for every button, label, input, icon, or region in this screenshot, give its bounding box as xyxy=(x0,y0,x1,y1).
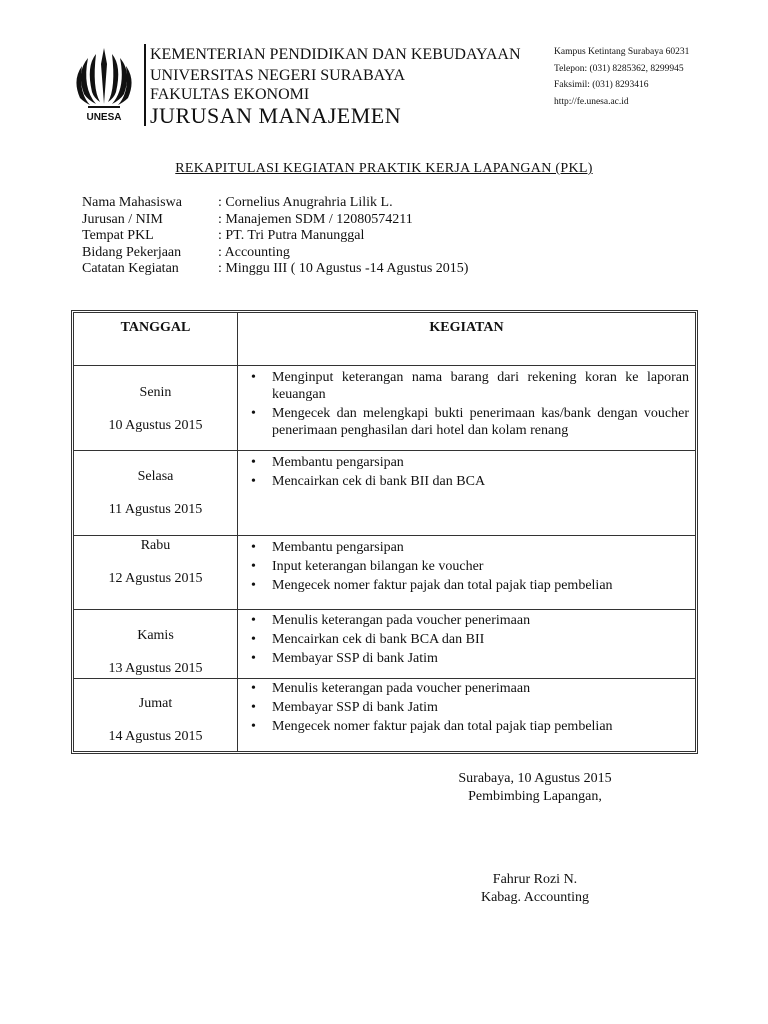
contact-phone: Telepon: (031) 8285362, 8299945 xyxy=(554,64,684,74)
row-date: 12 Agustus 2015 xyxy=(108,571,203,586)
activity-list xyxy=(249,680,689,737)
header-activity: KEGIATAN xyxy=(429,320,504,335)
signature-name: Fahrur Rozi N. xyxy=(492,872,578,887)
info-value: : Accounting xyxy=(218,244,290,260)
contact-address: Kampus Ketintang Surabaya 60231 xyxy=(554,47,690,57)
list-item: • Mengecek nomer faktur pajak dan total pajak tiap pembelian xyxy=(249,577,689,594)
row-date: 14 Agustus 2015 xyxy=(108,729,203,744)
list-item: • Mencairkan cek di bank BCA dan BII xyxy=(249,631,689,648)
signature-place-date: Surabaya, 10 Agustus 2015 xyxy=(458,771,612,786)
row-divider xyxy=(74,450,695,451)
info-label: Catatan Kegiatan xyxy=(82,261,179,276)
signature-position: Kabag. Accounting xyxy=(480,890,590,905)
info-row xyxy=(82,228,468,245)
faculty-name: FAKULTAS EKONOMI xyxy=(150,86,310,103)
letterhead-divider xyxy=(144,44,146,126)
logo-text: UNESA xyxy=(86,112,122,123)
row-day: Jumat xyxy=(138,696,173,711)
row-day: Kamis xyxy=(137,628,174,643)
list-item: • Mengecek dan melengkapi bukti penerimaan kas/bank dengan voucher penerimaan penghasilan dari hotel dan kolam renang xyxy=(249,405,689,439)
row-divider xyxy=(74,365,695,366)
info-row xyxy=(82,212,468,229)
info-value: : PT. Tri Putra Manunggal xyxy=(218,228,365,243)
header-date: TANGGAL xyxy=(120,320,191,335)
info-label: Bidang Pekerjaan xyxy=(82,244,182,260)
info-value: : Cornelius Anugrahria Lilik L. xyxy=(218,195,393,210)
list-item: • Membantu pengarsipan xyxy=(249,454,689,471)
row-divider xyxy=(74,609,695,610)
activity-list xyxy=(249,539,689,596)
university-name: UNIVERSITAS NEGERI SURABAYA xyxy=(150,67,406,84)
info-value: : Minggu III ( 10 Agustus -14 Agustus 2015) xyxy=(218,261,469,276)
document-title-text: REKAPITULASI KEGIATAN PRAKTIK KERJA LAPANGAN (PKL) xyxy=(175,161,593,176)
list-item: • Mencairkan cek di bank BII dan BCA xyxy=(249,473,689,490)
activity-list xyxy=(249,369,689,441)
info-row xyxy=(82,261,468,278)
info-label: Tempat PKL xyxy=(82,228,154,243)
list-item: • Menulis keterangan pada voucher penerimaan xyxy=(249,680,689,697)
info-row xyxy=(82,245,468,262)
row-day: Rabu xyxy=(140,538,171,553)
list-item: • Mengecek nomer faktur pajak dan total pajak tiap pembelian xyxy=(249,718,689,735)
info-row xyxy=(82,195,468,212)
signature-role: Pembimbing Lapangan, xyxy=(468,789,602,804)
department-name: JURUSAN MANAJEMEN xyxy=(150,103,402,128)
row-day: Selasa xyxy=(137,469,174,484)
list-item: • Membantu pengarsipan xyxy=(249,539,689,556)
row-day: Senin xyxy=(139,385,172,400)
ministry-name: KEMENTERIAN PENDIDIKAN DAN KEBUDAYAAN xyxy=(150,46,521,63)
list-item: • Input keterangan bilangan ke voucher xyxy=(249,558,689,575)
list-item: • Membayar SSP di bank Jatim xyxy=(249,650,689,667)
list-item: • Menginput keterangan nama barang dari rekening koran ke laporan keuangan xyxy=(249,369,689,403)
row-date: 11 Agustus 2015 xyxy=(108,502,203,517)
contact-website: http://fe.unesa.ac.id xyxy=(554,97,629,107)
list-item: • Menulis keterangan pada voucher penerimaan xyxy=(249,612,689,629)
row-date: 10 Agustus 2015 xyxy=(108,418,203,433)
contact-fax: Faksimil: (031) 8293416 xyxy=(554,80,649,90)
document-title xyxy=(0,161,768,177)
activity-table xyxy=(71,310,698,754)
row-date: 13 Agustus 2015 xyxy=(108,661,203,676)
activity-list xyxy=(249,454,689,492)
column-divider xyxy=(237,313,238,751)
activity-list xyxy=(249,612,689,669)
info-value: : Manajemen SDM / 12080574211 xyxy=(218,211,413,227)
list-item: • Membayar SSP di bank Jatim xyxy=(249,699,689,716)
info-label: Nama Mahasiswa xyxy=(82,195,182,210)
student-info xyxy=(82,195,468,278)
unesa-logo xyxy=(74,44,134,124)
row-divider xyxy=(74,678,695,679)
info-label: Jurusan / NIM xyxy=(82,211,163,227)
row-divider xyxy=(74,535,695,536)
